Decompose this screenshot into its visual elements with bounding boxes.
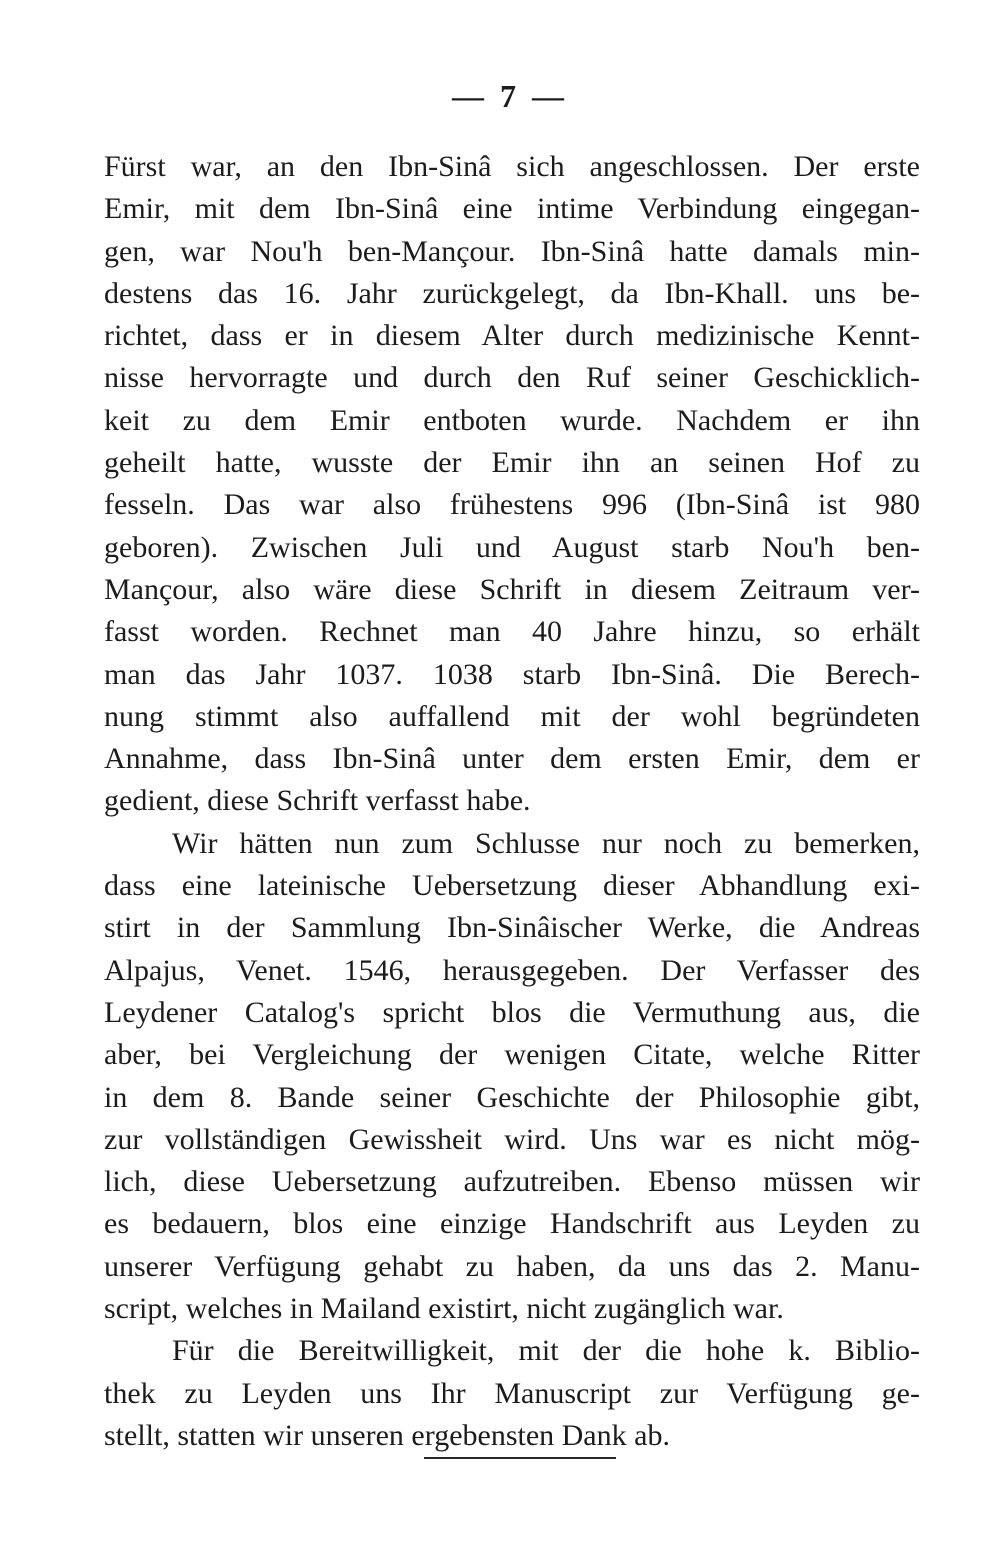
text-line: nung stimmt also auffallend mit der wohl begründeten (104, 699, 920, 733)
text-line: stirt in der Sammlung Ibn-Sinâischer Werke, die Andreas (104, 911, 920, 945)
text-line: geboren). Zwischen Juli und August starb Nou'h ben- (104, 530, 920, 564)
page-number: — 7 — (452, 78, 568, 114)
text-line: Alpajus, Venet. 1546, herausgegeben. Der Verfasser des (104, 953, 920, 987)
text-line: man das Jahr 1037. 1038 starb Ibn-Sinâ. Die Berech- (104, 657, 920, 691)
text-line: fesseln. Das war also frühestens 996 (Ibn-Sinâ ist 980 (104, 488, 920, 522)
text-line: Mançour, also wäre diese Schrift in diesem Zeitraum ver- (104, 572, 920, 606)
text-line: zur vollständigen Gewissheit wird. Uns war es nicht mög- (104, 1122, 920, 1156)
text-line: dass eine lateinische Uebersetzung dieser Abhandlung exi- (104, 869, 920, 903)
body-text (104, 146, 920, 1457)
text-line: lich, diese Uebersetzung aufzutreiben. Ebenso müssen wir (104, 1165, 920, 1199)
text-line: Fürst war, an den Ibn-Sinâ sich angeschlossen. Der erste (104, 150, 920, 183)
text-line: keit zu dem Emir entboten wurde. Nachdem er ihn (104, 403, 920, 437)
text-line: Leydener Catalog's spricht blos die Vermuthung aus, die (104, 995, 920, 1029)
text-line: stellt, statten wir unseren ergebensten Dank ab. (104, 1418, 670, 1452)
text-line: Für die Bereitwilligkeit, mit der die hohe k. Biblio- (172, 1334, 920, 1368)
text-line: in dem 8. Bande seiner Geschichte der Philosophie gibt, (104, 1080, 920, 1114)
text-line: nisse hervorragte und durch den Ruf seiner Geschicklich- (104, 361, 920, 395)
text-line: gen, war Nou'h ben-Mançour. Ibn-Sinâ hatte damals min- (104, 234, 920, 268)
text-line: Emir, mit dem Ibn-Sinâ eine intime Verbindung eingegan- (104, 192, 920, 226)
text-line: geheilt hatte, wusste der Emir ihn an seinen Hof zu (104, 446, 920, 480)
text-line: destens das 16. Jahr zurückgelegt, da Ibn-Khall. uns be- (104, 276, 920, 310)
text-line: Annahme, dass Ibn-Sinâ unter dem ersten Emir, dem er (104, 742, 920, 776)
footer-rule (424, 1457, 616, 1459)
text-line: richtet, dass er in diesem Alter durch medizinische Kennt- (104, 319, 920, 353)
text-line: Wir hätten nun zum Schlusse nur noch zu bemerken, (172, 826, 920, 860)
text-line: thek zu Leyden uns Ihr Manuscript zur Verfügung ge- (104, 1376, 920, 1410)
text-line: fasst worden. Rechnet man 40 Jahre hinzu, so erhält (104, 615, 920, 649)
text-line: gedient, diese Schrift verfasst habe. (104, 784, 531, 818)
text-line: es bedauern, blos eine einzige Handschrift aus Leyden zu (104, 1207, 920, 1241)
text-line: unserer Verfügung gehabt zu haben, da uns das 2. Manu- (104, 1249, 920, 1283)
text-line: aber, bei Vergleichung der wenigen Citate, welche Ritter (104, 1038, 920, 1072)
text-line: script, welches in Mailand existirt, nicht zugänglich war. (104, 1292, 784, 1326)
